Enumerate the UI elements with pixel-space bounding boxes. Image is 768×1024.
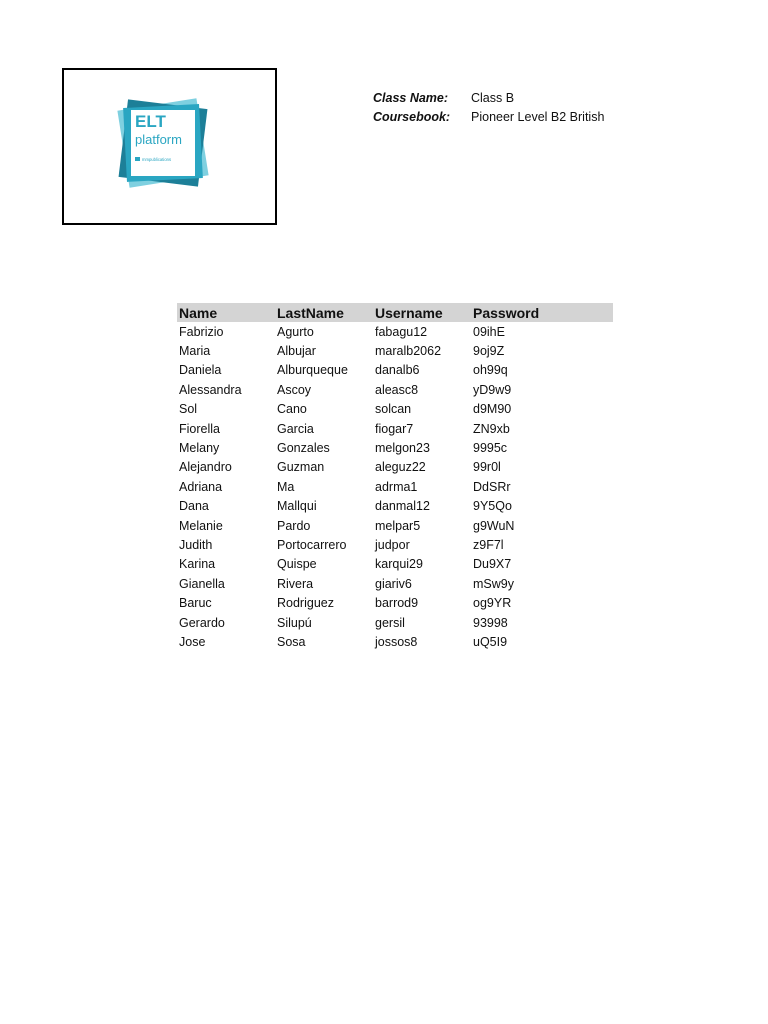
elt-platform-logo [109,94,219,194]
table-row [177,516,613,535]
coursebook-value: Pioneer Level B2 British [471,109,605,124]
cell-name: Dana [179,499,209,514]
logo-line1: ELT [135,112,166,131]
column-header-password: Password [471,303,613,322]
cell-username: aleasc8 [375,382,419,397]
cell-password: oh99q [473,363,508,378]
table-row [177,574,613,593]
cell-lastname: Mallqui [277,499,317,514]
cell-password: mSw9y [473,576,514,591]
column-header-username: Username [373,303,471,322]
cell-lastname: Albujar [277,344,316,359]
cell-lastname: Gonzales [277,441,330,456]
cell-lastname: Ascoy [277,382,312,397]
cell-lastname: Rodriguez [277,596,334,611]
class-info [373,89,604,126]
cell-username: maralb2062 [375,344,442,359]
cell-username: fiogar7 [375,421,414,436]
table-body [177,322,613,652]
cell-name: Baruc [179,596,212,611]
cell-lastname: Sosa [277,634,306,649]
cell-password: Du9X7 [473,557,512,572]
cell-password: d9M90 [473,402,512,417]
cell-name: Maria [179,344,211,359]
cell-username: karqui29 [375,557,423,572]
cell-lastname: Guzman [277,460,325,475]
logo-frame [62,68,277,225]
cell-password: 9995c [473,441,508,456]
cell-lastname: Cano [277,402,307,417]
cell-name: Daniela [179,363,222,378]
cell-name: Gianella [179,576,225,591]
table-row [177,497,613,516]
table-row [177,535,613,554]
cell-username: judpor [375,537,410,552]
cell-password: DdSRr [473,479,511,494]
cell-name: Melany [179,441,220,456]
cell-username: giariv6 [375,576,412,591]
table-row [177,341,613,360]
cell-password: yD9w9 [473,382,512,397]
cell-username: barrod9 [375,596,419,611]
cell-lastname: Portocarrero [277,537,347,552]
class-name-label: Class Name: [373,91,449,106]
cell-name: Adriana [179,479,223,494]
cell-password: 93998 [473,615,508,630]
logo-publisher: mmpublications [142,157,172,162]
cell-lastname: Ma [277,479,295,494]
cell-name: Fabrizio [179,324,224,339]
cell-password: 99r0l [473,460,501,475]
cell-username: melpar5 [375,518,421,533]
cell-password: 09ihE [473,324,505,339]
cell-name: Fiorella [179,421,220,436]
cell-name: Sol [179,402,198,417]
table-row [177,438,613,457]
cell-username: aleguz22 [375,460,426,475]
table-row [177,380,613,399]
cell-name: Melanie [179,518,223,533]
column-header-name: Name [177,303,275,322]
cell-lastname: Alburqueque [277,363,348,378]
table-row [177,555,613,574]
book-icon [135,157,140,161]
cell-password: 9oj9Z [473,344,505,359]
student-roster-table [177,303,613,652]
table-row [177,419,613,438]
table-header-row [177,303,613,322]
cell-lastname: Silupú [277,615,312,630]
column-header-lastname: LastName [275,303,373,322]
table-row [177,593,613,612]
cell-name: Gerardo [179,615,225,630]
table-row [177,361,613,380]
cell-password: uQ5I9 [473,634,508,649]
cell-username: jossos8 [375,634,418,649]
cell-password: ZN9xb [473,421,510,436]
cell-name: Judith [179,537,213,552]
cell-name: Alejandro [179,460,232,475]
cell-username: adrma1 [375,479,418,494]
class-name-value: Class B [471,91,515,106]
table-row [177,632,613,651]
table-row [177,477,613,496]
cell-lastname: Rivera [277,576,314,591]
cell-password: 9Y5Qo [473,499,512,514]
table-row [177,613,613,632]
table-row [177,458,613,477]
cell-lastname: Garcia [277,421,314,436]
cell-lastname: Agurto [277,324,314,339]
cell-username: gersil [375,615,405,630]
cell-username: melgon23 [375,441,430,456]
cell-name: Alessandra [179,382,242,397]
coursebook-label: Coursebook: [373,109,451,124]
table-row [177,322,613,341]
cell-lastname: Pardo [277,518,311,533]
cell-password: z9F7l [473,537,504,552]
cell-username: danalb6 [375,363,420,378]
logo-line2: platform [135,132,182,147]
cell-username: danmal12 [375,499,430,514]
table-row [177,400,613,419]
class-name-row [373,89,604,108]
cell-password: g9WuN [473,518,515,533]
cell-name: Karina [179,557,216,572]
cell-lastname: Quispe [277,557,317,572]
cell-password: og9YR [473,596,512,611]
cell-username: solcan [375,402,412,417]
coursebook-row [373,108,604,127]
cell-name: Jose [179,634,206,649]
cell-username: fabagu12 [375,324,428,339]
